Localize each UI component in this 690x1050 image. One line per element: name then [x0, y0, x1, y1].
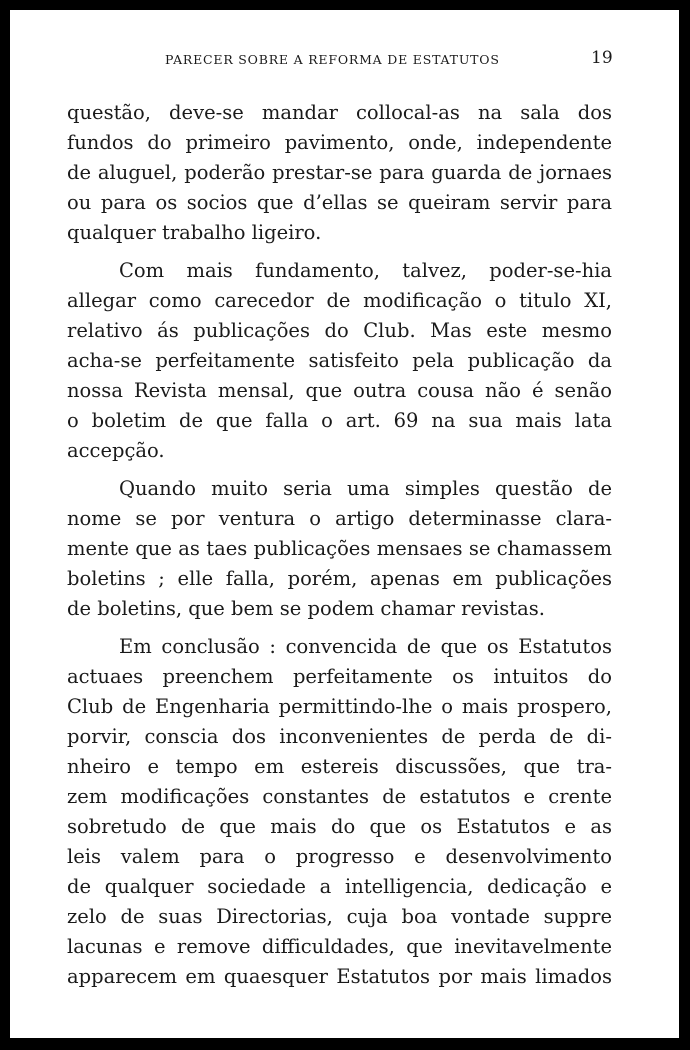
text-line: questão, deve-se mandar collocal-as na sala dos: [67, 101, 612, 124]
text-line: porvir, conscia dos inconvenientes de perda de di-: [67, 725, 612, 748]
text-line: allegar como carecedor de modificação o titulo XI,: [67, 289, 612, 312]
text-line: nome se por ventura o artigo determinasse clara-: [67, 507, 612, 530]
paragraph-3: [67, 474, 612, 624]
text-line: fundos do primeiro pavimento, onde, independente: [67, 131, 612, 154]
text-line: ou para os socios que d’ellas se queiram servir para: [67, 191, 612, 214]
body-text: [67, 98, 612, 992]
text-line: Em conclusão : convencida de que os Estatutos: [119, 635, 612, 658]
text-line: qualquer trabalho ligeiro.: [67, 221, 322, 244]
text-line: de aluguel, poderão prestar-se para guarda de jornaes: [67, 161, 612, 184]
paragraph-4: [67, 632, 612, 992]
text-line: Quando muito seria uma simples questão de: [119, 477, 612, 500]
text-line: lacunas e remove difficuldades, que inevitavelmente: [67, 935, 612, 958]
text-line: nossa Revista mensal, que outra cousa não é senão: [67, 379, 612, 402]
text-line: sobretudo de que mais do que os Estatutos e as: [67, 815, 612, 838]
text-line: accepção.: [67, 439, 165, 462]
paragraph-1: [67, 98, 612, 248]
text-line: de boletins, que bem se podem chamar revistas.: [67, 597, 545, 620]
text-line: nheiro e tempo em estereis discussões, que tra-: [67, 755, 612, 778]
text-line: boletins ; elle falla, porém, apenas em publicações: [67, 567, 612, 590]
book-page: [10, 10, 679, 1038]
text-line: Com mais fundamento, talvez, poder-se-hia: [119, 259, 612, 282]
text-line: actuaes preenchem perfeitamente os intuitos do: [67, 665, 612, 688]
text-line: o boletim de que falla o art. 69 na sua mais lata: [67, 409, 612, 432]
paragraph-2: [67, 256, 612, 466]
page-number: 19: [591, 48, 613, 68]
text-line: apparecem em quaesquer Estatutos por mais limados: [67, 965, 612, 988]
text-line: mente que as taes publicações mensaes se chamassem: [67, 537, 612, 560]
text-line: zelo de suas Directorias, cuja boa vontade suppre: [67, 905, 612, 928]
text-line: acha-se perfeitamente satisfeito pela publicação da: [67, 349, 612, 372]
text-line: relativo ás publicações do Club. Mas este mesmo: [67, 319, 612, 342]
text-line: leis valem para o progresso e desenvolvimento: [67, 845, 612, 868]
text-line: zem modificações constantes de estatutos e crente: [67, 785, 612, 808]
text-line: Club de Engenharia permittindo-lhe o mais prospero,: [67, 695, 612, 718]
text-line: de qualquer sociedade a intelligencia, dedicação e: [67, 875, 612, 898]
running-title: PARECER SOBRE A REFORMA DE ESTATUTOS: [165, 52, 500, 67]
